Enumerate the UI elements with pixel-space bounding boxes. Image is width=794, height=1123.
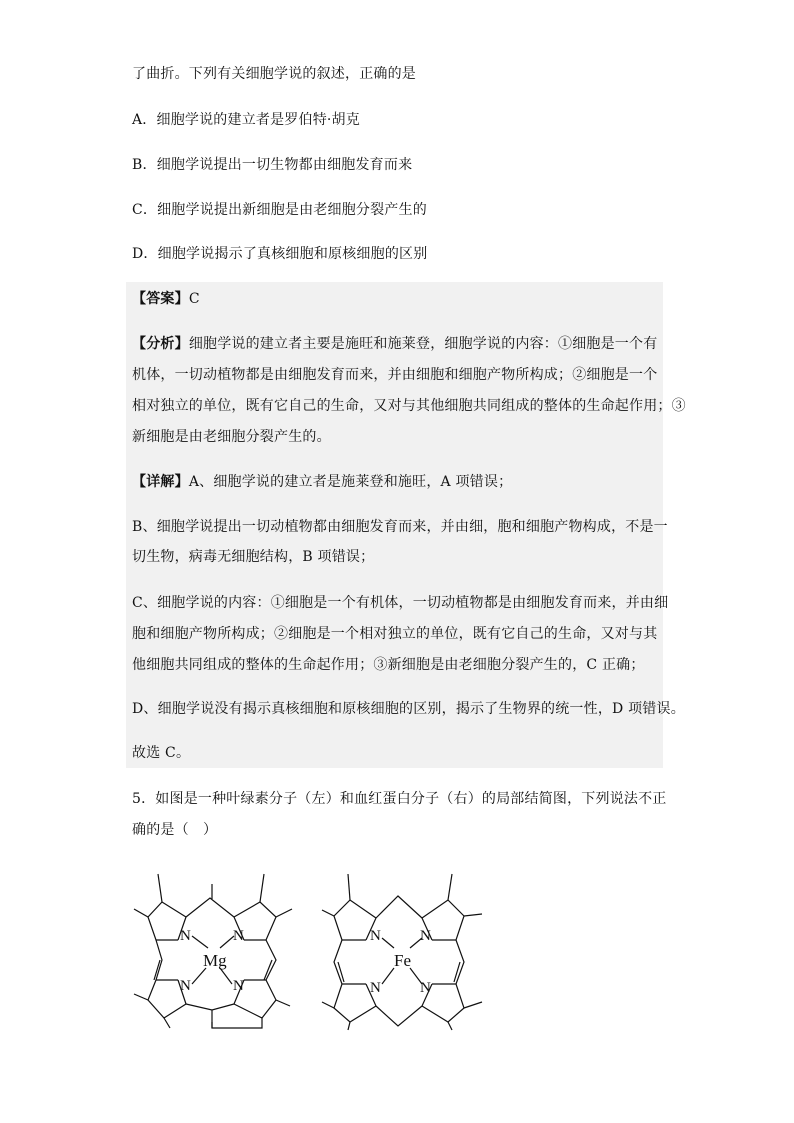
q4-option-b: B．细胞学说提出一切生物都由细胞发育而来 xyxy=(132,157,413,173)
analysis-line-3: 相对独立的单位，既有它自己的生命，又对与其他细胞共同组成的整体的生命起作用；③ xyxy=(132,398,686,414)
heme-metal-label: Fe xyxy=(394,951,411,970)
detail-line-b1: B、细胞学说提出一切动植物都由细胞发育而来，并由细，胞和细胞产物构成，不是一 xyxy=(132,519,668,535)
q4-option-c: C．细胞学说提出新细胞是由老细胞分裂产生的 xyxy=(132,202,427,218)
answer-line xyxy=(132,289,200,309)
heme-n-top-right: N xyxy=(420,928,431,944)
detail-line-d: D、细胞学说没有揭示真核细胞和原核细胞的区别，揭示了生物界的统一性，D 项错误。 xyxy=(132,701,685,717)
chlorophyll-n-top-left: N xyxy=(180,928,191,944)
q4-option-d: D．细胞学说揭示了真核细胞和原核细胞的区别 xyxy=(132,246,428,262)
analysis-line-4: 新细胞是由老细胞分裂产生的。 xyxy=(132,429,331,445)
q5-stem-line-2: 确的是（ ） xyxy=(132,822,218,838)
analysis-label: 【分析】 xyxy=(132,336,189,352)
chlorophyll-n-bottom-left: N xyxy=(180,978,191,994)
answer-label: 【答案】 xyxy=(132,291,189,307)
answer-value: C xyxy=(188,291,200,307)
detail-line-c1: C、细胞学说的内容：①细胞是一个有机体，一切动植物都是由细胞发育而来，并由细 xyxy=(132,595,669,611)
heme-structure-figure xyxy=(318,862,488,1032)
detail-line-c2: 胞和细胞产物所构成；②细胞是一个相对独立的单位，既有它自己的生命，又对与其 xyxy=(132,626,658,642)
q4-option-a: A．细胞学说的建立者是罗伯特·胡克 xyxy=(132,112,360,128)
detail-label: 【详解】 xyxy=(132,474,189,490)
analysis-line-1 xyxy=(132,334,657,354)
detail-line-c3: 他细胞共同组成的整体的生命起作用；③新细胞是由老细胞分裂产生的，C 正确； xyxy=(132,657,645,673)
chlorophyll-metal-label: Mg xyxy=(203,951,227,970)
q5-stem-line-1: 5．如图是一种叶绿素分子（左）和血红蛋白分子（右）的局部结简图，下列说法不正 xyxy=(132,791,667,807)
chlorophyll-n-bottom-right: N xyxy=(233,978,244,994)
heme-n-top-left: N xyxy=(370,928,381,944)
heme-n-bottom-left: N xyxy=(370,980,381,996)
detail-line-a xyxy=(132,472,512,492)
analysis-text-1: 细胞学说的建立者主要是施旺和施莱登，细胞学说的内容：①细胞是一个有 xyxy=(188,336,658,352)
detail-text-a: A、细胞学说的建立者是施莱登和施旺，A 项错误； xyxy=(188,474,513,490)
analysis-line-2: 机体，一切动植物都是由细胞发育而来，并由细胞和细胞产物所构成；②细胞是一个 xyxy=(132,367,658,383)
q4-stem-tail: 了曲折。下列有关细胞学说的叙述，正确的是 xyxy=(132,66,416,82)
conclusion-line: 故选 C。 xyxy=(132,745,191,761)
detail-line-b2: 切生物，病毒无细胞结构，B 项错误； xyxy=(132,549,375,565)
chlorophyll-structure-figure xyxy=(130,862,300,1032)
chlorophyll-n-top-right: N xyxy=(233,928,244,944)
heme-n-bottom-right: N xyxy=(420,980,431,996)
